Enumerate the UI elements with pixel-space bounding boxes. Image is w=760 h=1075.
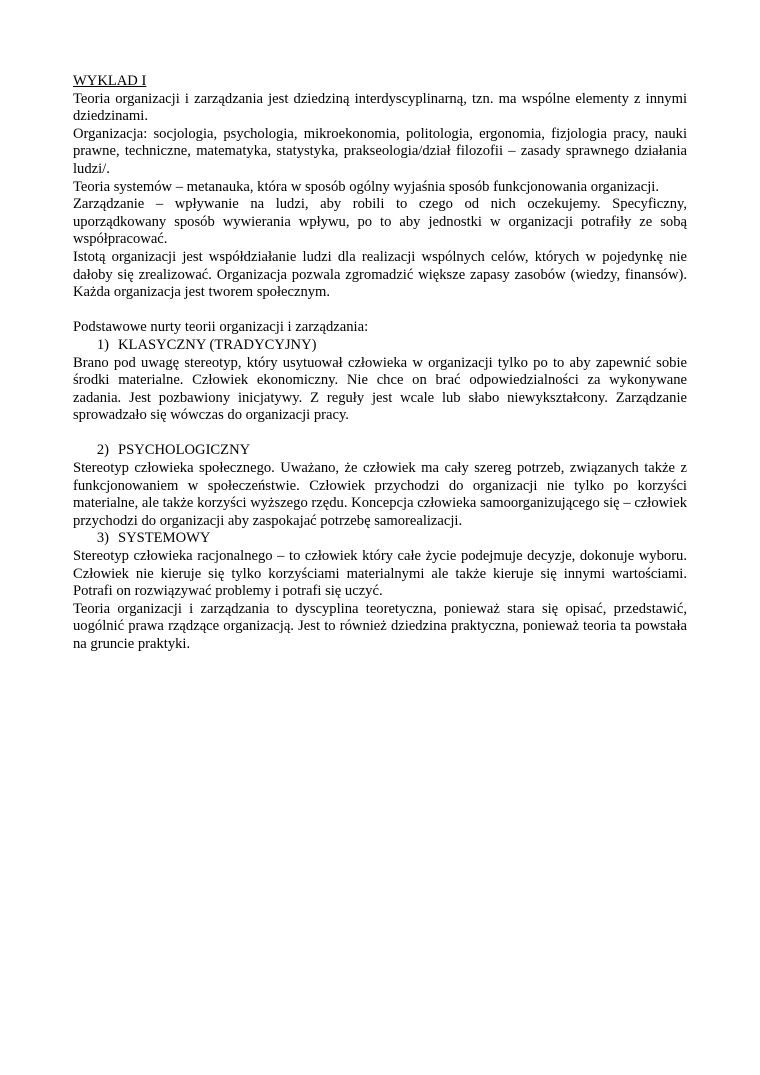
intro-paragraph: Zarządzanie – wpływanie na ludzi, aby robili to czego od nich oczekujemy. Specyficzny, uporządkowany sposób wywierania wpływu, po to aby jednostki w organizacji potrafiły ze sobą współpracować. (73, 196, 687, 248)
document-page (73, 73, 687, 654)
list-label: PSYCHOLOGICZNY (118, 442, 251, 459)
list-item-paragraph: Brano pod uwagę stereotyp, który usytuował człowieka w organizacji tylko po to aby zapewnić sobie środki materialne. Człowiek ekonomiczny. Nie chce on brać odpowiedzialności za wykonywane zadania. Jest pozbawiony inicjatywy. Z reguły jest wcale lub słabo niewykształcony. Zarządzanie sprowadzało się wówczas do organizacji pracy. (73, 354, 687, 424)
list-item-heading (73, 442, 687, 460)
list-item-heading (73, 530, 687, 548)
intro-paragraph: Teoria systemów – metanauka, która w sposób ogólny wyjaśnia sposób funkcjonowania organizacji. (73, 178, 659, 195)
blank-line (73, 302, 687, 320)
list-number: 2) (96, 442, 109, 459)
document-title: WYKLAD I (73, 73, 147, 89)
list-item-paragraph: Stereotyp człowieka społecznego. Uważano, że człowiek ma cały szereg potrzeb, związanych także z funkcjonowaniem w społeczeństwie. Człowiek przychodzi do organizacji nie tylko po korzyści materialne, ale także korzyści wyższego rzędu. Koncepcja człowieka samoorganizującego się – człowiek przychodzi do organizacji aby zaspokajać potrzebę samorealizacji. (73, 460, 687, 529)
intro-paragraph: Istotą organizacji jest współdziałanie ludzi dla realizacji wspólnych celów, których w pojedynkę nie dałoby się zrealizować. Organizacja pozwala zgromadzić większe zapasy zasobów (wiedzy, finansów). Każda organizacja jest tworem społecznym. (73, 248, 687, 301)
list-item-heading (73, 337, 687, 355)
intro-paragraph: Teoria organizacji i zarządzania jest dziedziną interdyscyplinarną, tzn. ma wspólne elementy z innymi dziedzinami. (73, 90, 687, 125)
list-label: KLASYCZNY (TRADYCYJNY) (118, 336, 317, 353)
currents-heading: Podstawowe nurty teorii organizacji i zarządzania: (73, 319, 369, 336)
list-item-paragraph: Teoria organizacji i zarządzania to dyscyplina teoretyczna, ponieważ stara się opisać, przedstawić, uogólnić prawa rządzące organizacją. Jest to również dziedzina praktyczna, ponieważ teoria ta powstała na gruncie praktyki. (73, 600, 687, 652)
list-item-paragraph: Stereotyp człowieka racjonalnego – to człowiek który całe życie podejmuje decyzje, dokonuje wyboru. Człowiek nie kieruje się tylko korzyściami materialnymi ale także kieruje się innymi wartościami. Potrafi on rozwiązywać problemy i potrafi się uczyć. (73, 548, 687, 600)
intro-paragraph: Organizacja: socjologia, psychologia, mikroekonomia, politologia, ergonomia, fizjologia pracy, nauki prawne, techniczne, matematyka, statystyka, prakseologia/dział filozofii – zasady sprawnego działania ludzi/. (73, 125, 687, 177)
list-number: 3) (96, 530, 109, 547)
list-number: 1) (96, 336, 109, 353)
list-label: SYSTEMOWY (118, 530, 211, 547)
blank-line (73, 425, 687, 443)
